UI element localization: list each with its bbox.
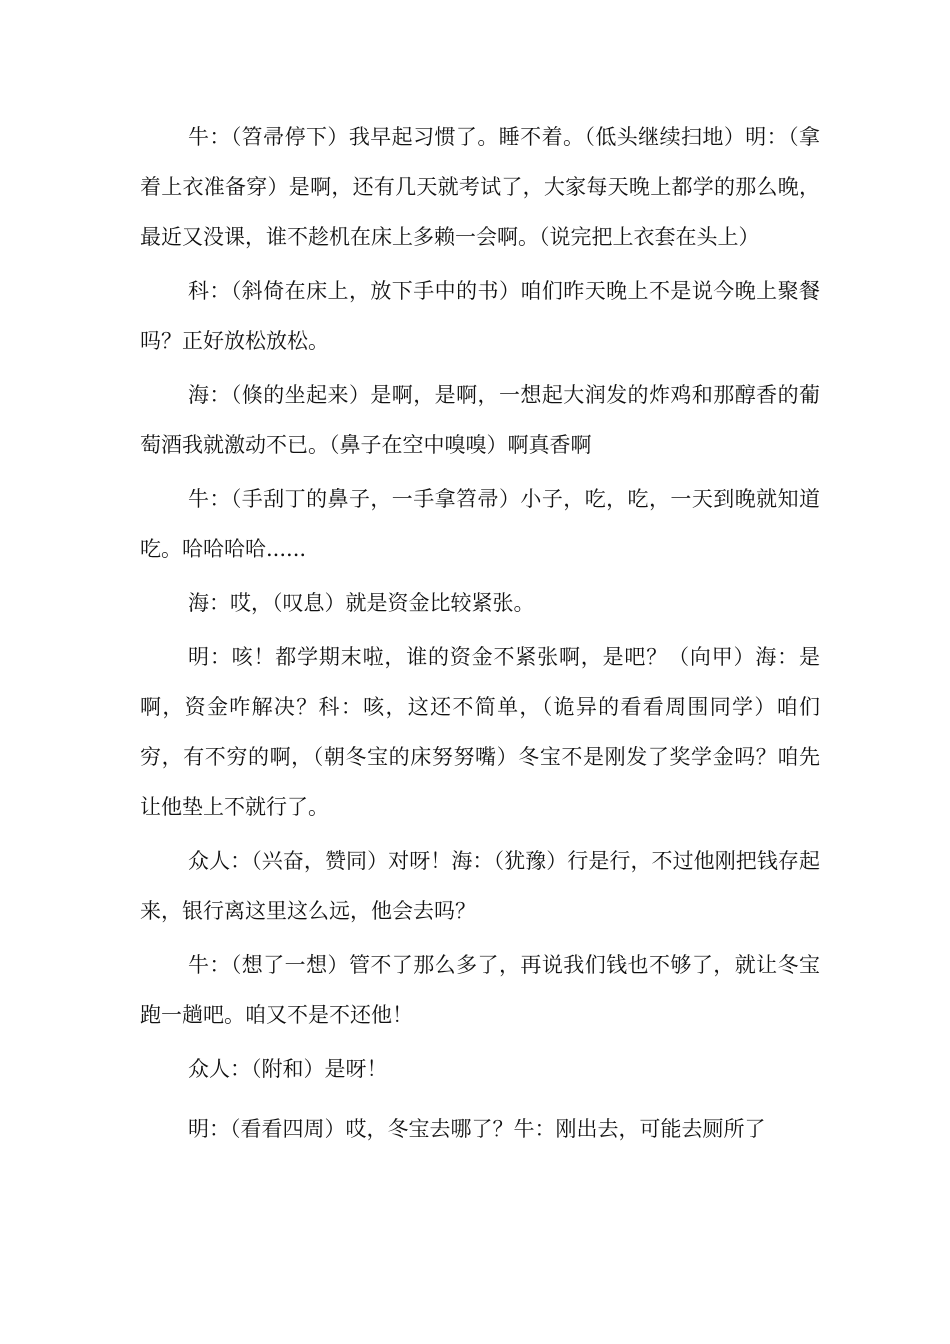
- paragraph: 明：咳！都学期末啦，谁的资金不紧张啊，是吧？（向甲）海：是啊，资金咋解决？科：咳，这还不简单，（诡异的看看周围同学）咱们穷，有不穷的啊，（朝冬宝的床努努嘴）冬宝不是刚发了奖学金吗？咱先让他垫上不就行了。: [140, 645, 820, 819]
- paragraph: 牛：（笤帚停下）我早起习惯了。睡不着。（低头继续扫地）明：（拿着上衣准备穿）是啊，还有几天就考试了，大家每天晚上都学的那么晚，最近又没课，谁不趁机在床上多赖一会啊。（说完把上衣套在头上）: [140, 125, 820, 249]
- document-body: [140, 112, 820, 1158]
- paragraph: 海：（倏的坐起来）是啊，是啊，一想起大润发的炸鸡和那醇香的葡萄酒我就激动不已。（鼻子在空中嗅嗅）啊真香啊: [140, 383, 820, 457]
- paragraph: 海：哎，（叹息）就是资金比较紧张。: [188, 591, 535, 615]
- paragraph: 牛：（想了一想）管不了那么多了，再说我们钱也不够了，就让冬宝跑一趟吧。咱又不是不还他！: [140, 953, 820, 1027]
- paragraph: 牛：（手刮丁的鼻子，一手拿笤帚）小子，吃，吃，一天到晚就知道吃。哈哈哈哈......: [140, 487, 820, 561]
- paragraph: 科：（斜倚在床上，放下手中的书）咱们昨天晚上不是说今晚上聚餐吗？正好放松放松。: [140, 279, 820, 353]
- paragraph: 明：（看看四周）哎，冬宝去哪了？牛：刚出去，可能去厕所了: [188, 1117, 766, 1141]
- paragraph: 众人：（兴奋，赞同）对呀！海：（犹豫）行是行，不过他刚把钱存起来，银行离这里这么远，他会去吗？: [140, 849, 820, 923]
- paragraph: 众人：（附和）是呀！: [188, 1057, 388, 1081]
